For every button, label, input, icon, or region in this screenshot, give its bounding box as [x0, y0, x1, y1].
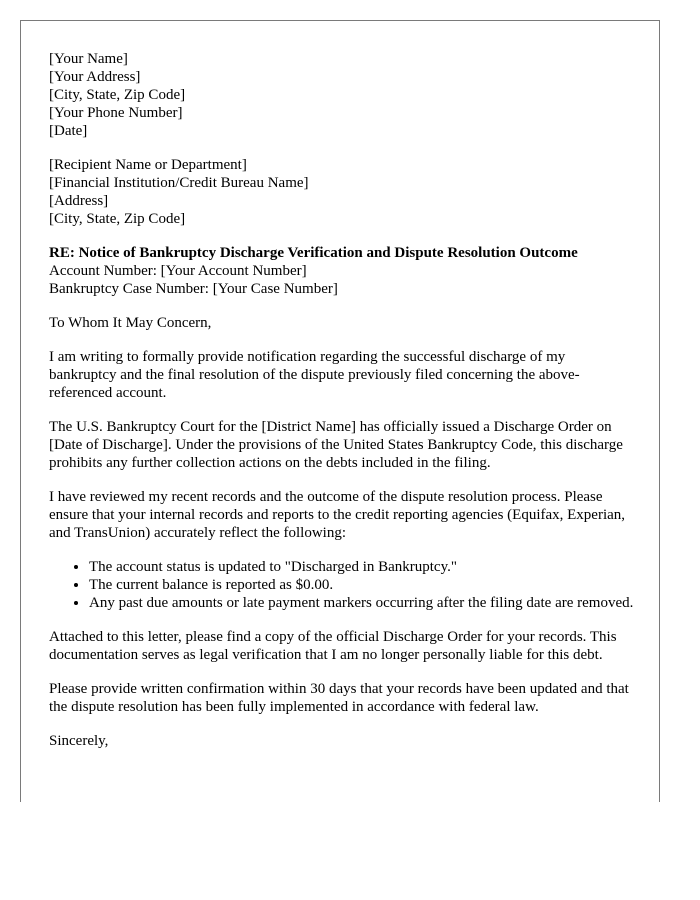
sender-name: [Your Name] — [49, 51, 128, 67]
recipient-city-state-zip: [City, State, Zip Code] — [49, 211, 186, 227]
letter-page — [20, 20, 660, 802]
list-item: • Any past due amounts or late payment markers occurring after the filing date are removed. — [89, 594, 635, 612]
recipient-block — [49, 156, 635, 228]
list-item: • The account status is updated to "Discharged in Bankruptcy." — [89, 558, 635, 576]
case-number: Bankruptcy Case Number: [Your Case Number] — [49, 281, 338, 297]
subject-block — [49, 244, 635, 298]
recipient-name: [Recipient Name or Department] — [49, 157, 247, 173]
letter-date: [Date] — [49, 123, 88, 139]
paragraph-confirmation: Please provide written confirmation within 30 days that your records have been updated and that the dispute resolution has been fully implemented in accordance with federal law. — [49, 681, 629, 715]
requirements-list — [49, 558, 635, 612]
sender-block — [49, 50, 635, 140]
paragraph-notification: I am writing to formally provide notification regarding the successful discharge of my bankruptcy and the final resolution of the dispute previously filed concerning the above-referenced account. — [49, 349, 580, 401]
paragraph-attachment: Attached to this letter, please find a copy of the official Discharge Order for your records. This documentation serves as legal verification that I am no longer personally liable for this debt. — [49, 629, 617, 663]
list-item: • The current balance is reported as $0.00. — [89, 576, 635, 594]
paragraph-discharge-order: The U.S. Bankruptcy Court for the [District Name] has officially issued a Discharge Order on [Date of Discharge]. Under the provisions of the United States Bankruptcy Code, this discharge prohibits any further collection actions on the debts included in the filing. — [49, 419, 623, 471]
account-number: Account Number: [Your Account Number] — [49, 263, 307, 279]
signoff: Sincerely, — [49, 733, 109, 749]
sender-city-state-zip: [City, State, Zip Code] — [49, 87, 186, 103]
salutation: To Whom It May Concern, — [49, 315, 212, 331]
recipient-address: [Address] — [49, 193, 109, 209]
recipient-institution: [Financial Institution/Credit Bureau Name] — [49, 175, 309, 191]
sender-address: [Your Address] — [49, 69, 141, 85]
letter-body — [49, 50, 635, 766]
subject-line: RE: Notice of Bankruptcy Discharge Verification and Dispute Resolution Outcome — [49, 245, 578, 261]
paragraph-review: I have reviewed my recent records and the outcome of the dispute resolution process. Please ensure that your internal records and reports to the credit reporting agencies (Equifax, Experian, and TransUnion) accurately reflect the following: — [49, 489, 626, 541]
sender-phone: [Your Phone Number] — [49, 105, 183, 121]
